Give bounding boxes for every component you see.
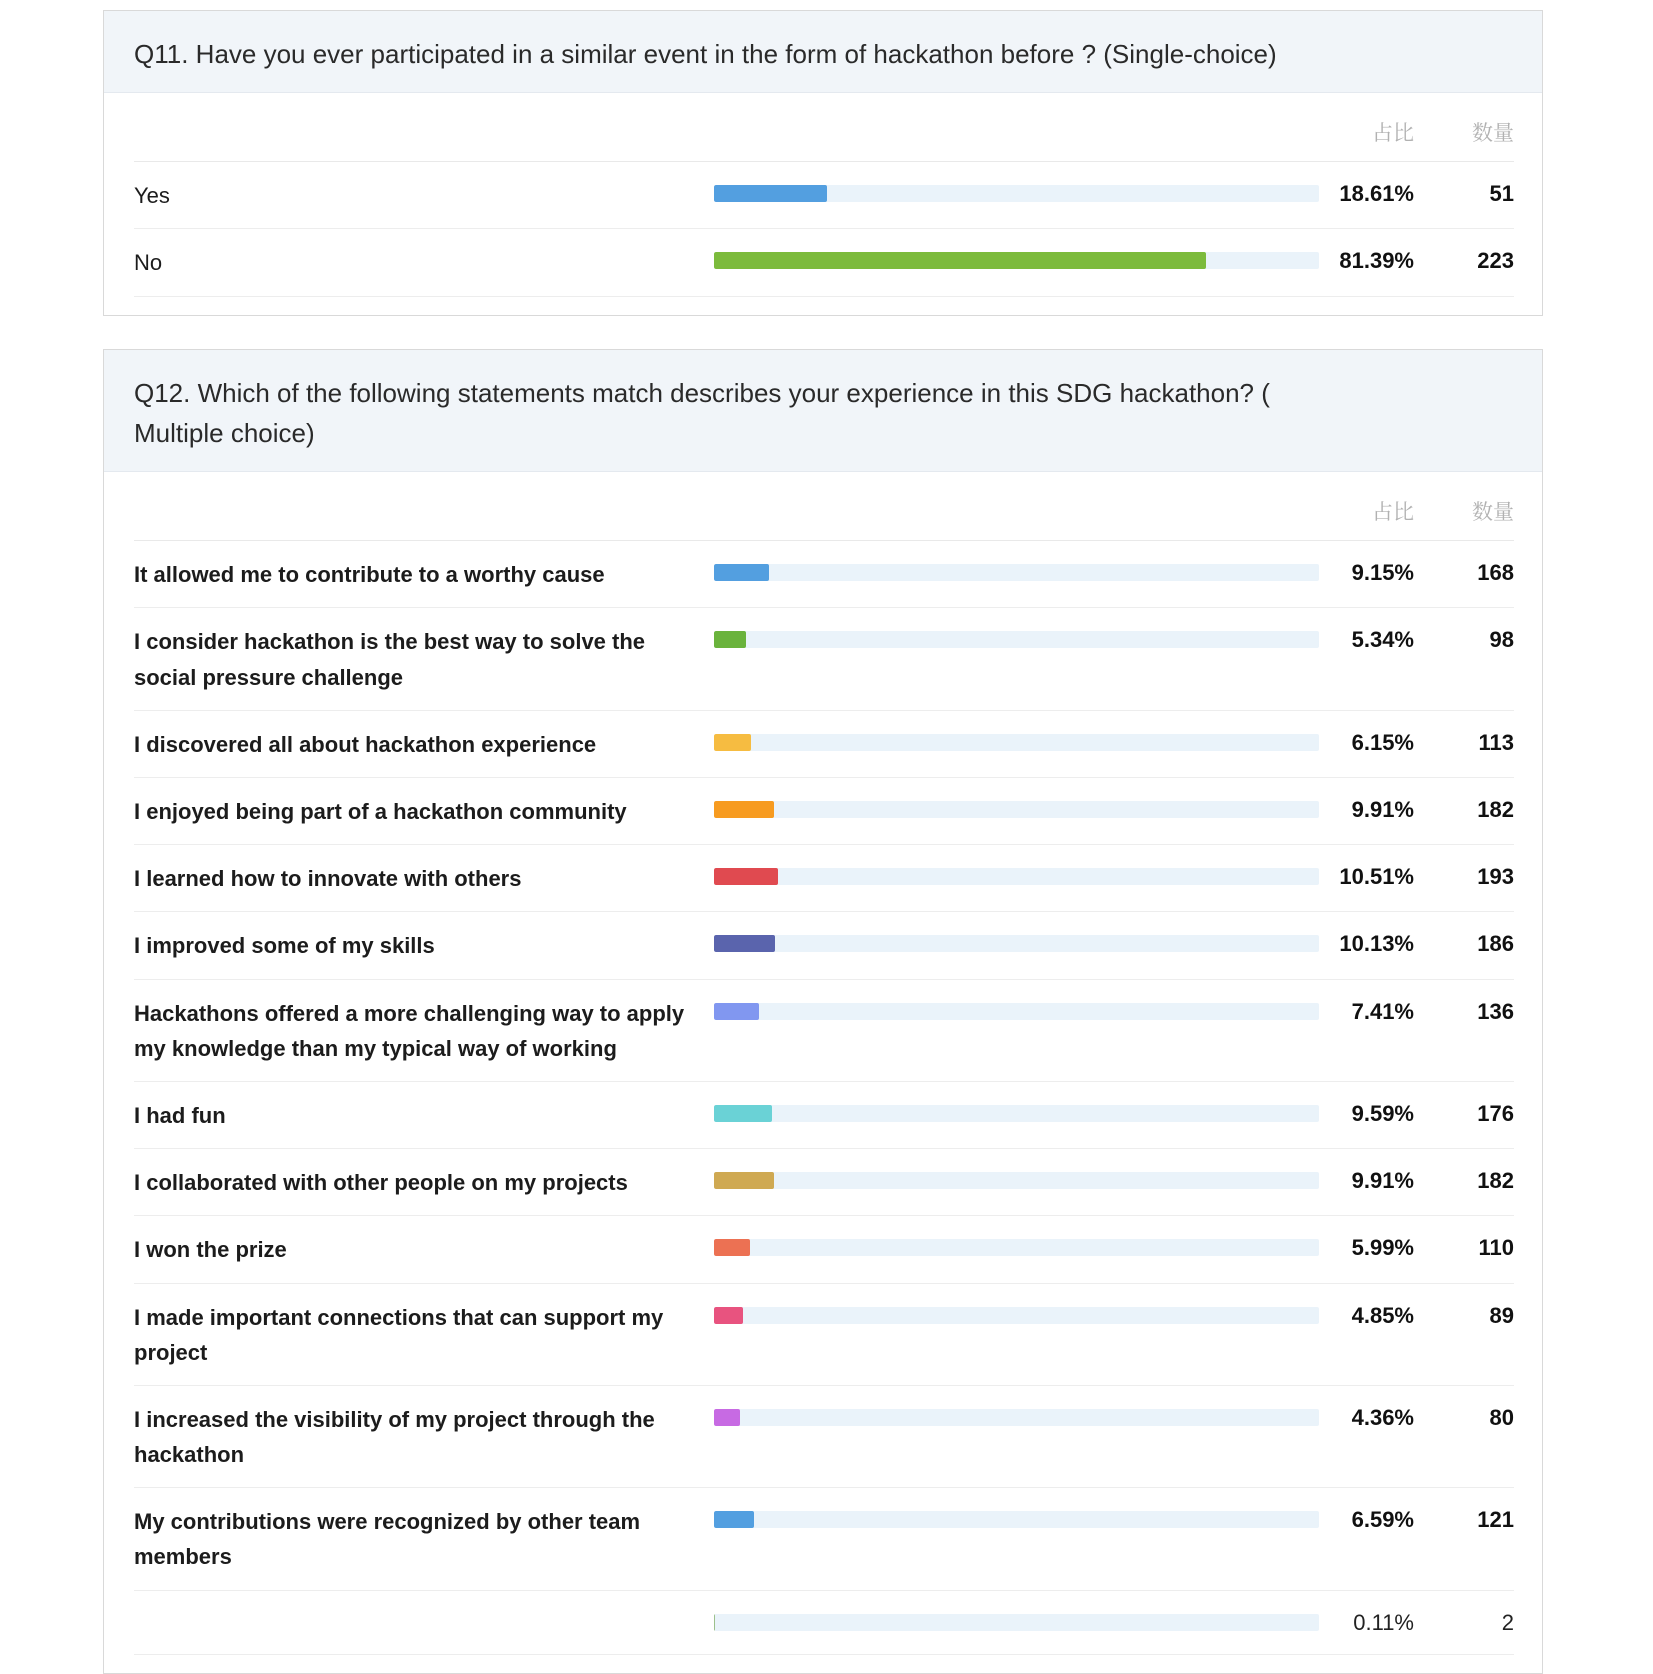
answer-option-label: I had fun — [134, 1102, 226, 1128]
columns-header — [134, 478, 1514, 541]
answer-count-value: 110 — [1478, 1235, 1514, 1261]
answer-percent-value: 5.34% — [1351, 627, 1414, 653]
answer-option-label: I increased the visibility of my project through the hackathon — [134, 1406, 655, 1468]
bar-fill — [714, 1307, 743, 1324]
answer-option-label: I made important connections that can support my project — [134, 1304, 664, 1365]
column-header-percent: 占比 — [1372, 501, 1414, 525]
answer-option-label: Hackathons offered a more challenging way to apply my knowledge than my typical way of working — [134, 1000, 685, 1061]
bar-track — [714, 1307, 1319, 1324]
question-title-text: Q12. Which of the following statements match describes your experience in this SDG hackathon? ( Multiple choice) — [134, 377, 1270, 448]
answer-count-value: 136 — [1477, 998, 1514, 1024]
bar-track — [714, 1239, 1319, 1256]
answer-row — [134, 541, 1514, 608]
survey-results-page — [0, 10, 1653, 1674]
bar-fill — [714, 1105, 772, 1122]
bar-fill — [714, 564, 769, 581]
bar-fill — [714, 1511, 754, 1528]
bar-track — [714, 935, 1319, 952]
answer-count-value: 2 — [1501, 1609, 1514, 1635]
bar-track — [714, 252, 1319, 269]
bar-fill — [714, 1003, 759, 1020]
answer-count-value: 182 — [1477, 797, 1514, 823]
bar-fill — [714, 801, 774, 818]
answer-count-value: 89 — [1489, 1302, 1514, 1328]
question-title-q11 — [104, 11, 1542, 93]
answer-option-label: Yes — [134, 183, 170, 209]
bar-fill — [714, 185, 827, 202]
bar-fill — [714, 252, 1206, 269]
answer-count-value: 121 — [1477, 1507, 1514, 1533]
answer-row — [134, 845, 1514, 912]
answer-row — [134, 229, 1514, 296]
answer-row — [134, 162, 1514, 229]
bar-track — [714, 185, 1319, 202]
question-title-q12 — [104, 350, 1542, 473]
bar-fill — [714, 1409, 740, 1426]
answer-count-value: 168 — [1477, 560, 1514, 586]
answer-percent-value: 9.91% — [1351, 1168, 1414, 1194]
answer-count-value: 113 — [1478, 729, 1514, 755]
answer-count-value: 193 — [1477, 864, 1514, 890]
answer-option-label: I learned how to innovate with others — [134, 866, 522, 892]
answer-row — [134, 1488, 1514, 1590]
answer-row — [134, 1082, 1514, 1149]
answer-rows — [134, 162, 1514, 296]
column-header-count: 数量 — [1472, 122, 1514, 146]
answer-percent-value: 6.59% — [1351, 1507, 1414, 1533]
column-header-percent: 占比 — [1372, 122, 1414, 146]
answer-row — [134, 912, 1514, 979]
answer-percent-value: 4.85% — [1351, 1302, 1414, 1328]
columns-header — [134, 99, 1514, 162]
answer-count-value: 182 — [1477, 1168, 1514, 1194]
bar-fill — [714, 868, 778, 885]
answer-option-label — [134, 1607, 714, 1629]
answer-percent-value: 10.13% — [1339, 931, 1414, 957]
bar-track — [714, 1105, 1319, 1122]
answer-count-value: 186 — [1477, 931, 1514, 957]
answer-option-label: I enjoyed being part of a hackathon community — [134, 799, 627, 825]
answer-option-label: No — [134, 250, 163, 276]
answer-percent-value: 6.15% — [1351, 729, 1414, 755]
bar-track — [714, 631, 1319, 648]
bar-track — [714, 868, 1319, 885]
answer-option-label: I collaborated with other people on my projects — [134, 1170, 628, 1196]
bar-track — [714, 1614, 1319, 1631]
answer-percent-value: 9.59% — [1351, 1100, 1414, 1126]
answer-option-label: I improved some of my skills — [134, 933, 435, 959]
question-title-text: Q11. Have you ever participated in a similar event in the form of hackathon before ? (Single-choice) — [134, 39, 1277, 69]
answer-percent-value: 10.51% — [1339, 864, 1414, 890]
bar-fill — [714, 1239, 750, 1256]
answer-row — [134, 1149, 1514, 1216]
answer-option-label: I won the prize — [134, 1237, 287, 1263]
answer-percent-value: 81.39% — [1339, 248, 1414, 274]
answer-row — [134, 1386, 1514, 1488]
answer-option-label: I consider hackathon is the best way to solve the social pressure challenge — [134, 629, 646, 690]
answer-percent-value: 0.11% — [1353, 1609, 1414, 1635]
bar-fill — [714, 734, 751, 751]
answer-row — [134, 1216, 1514, 1283]
answer-percent-value: 7.41% — [1351, 998, 1414, 1024]
answer-count-value: 176 — [1477, 1100, 1514, 1126]
answer-percent-value: 9.91% — [1351, 797, 1414, 823]
bar-fill — [714, 935, 775, 952]
bar-fill — [714, 631, 746, 648]
bar-fill — [714, 1614, 715, 1631]
answer-rows — [134, 541, 1514, 1654]
answer-count-value: 80 — [1489, 1404, 1514, 1430]
answer-count-value: 98 — [1489, 627, 1514, 653]
bar-track — [714, 1003, 1319, 1020]
answer-row — [134, 1284, 1514, 1386]
question-card-q11 — [103, 10, 1543, 316]
bar-track — [714, 1172, 1319, 1189]
question-card-q12 — [103, 349, 1543, 1674]
answer-option-label: My contributions were recognized by other team members — [134, 1509, 641, 1570]
answer-row — [134, 1591, 1514, 1655]
answer-percent-value: 18.61% — [1339, 181, 1414, 207]
answer-percent-value: 9.15% — [1351, 560, 1414, 586]
answer-percent-value: 5.99% — [1351, 1235, 1414, 1261]
column-header-count: 数量 — [1472, 501, 1514, 525]
bar-track — [714, 1409, 1319, 1426]
bar-track — [714, 564, 1319, 581]
answer-row — [134, 608, 1514, 710]
bar-track — [714, 1511, 1319, 1528]
answer-option-label: I discovered all about hackathon experience — [134, 731, 597, 757]
bar-fill — [714, 1172, 774, 1189]
answer-count-value: 223 — [1477, 248, 1514, 274]
answer-count-value: 51 — [1489, 181, 1514, 207]
answer-option-label: It allowed me to contribute to a worthy cause — [134, 562, 605, 588]
answer-row — [134, 980, 1514, 1082]
question-body — [104, 93, 1542, 314]
question-body — [104, 472, 1542, 1672]
bar-track — [714, 734, 1319, 751]
answer-percent-value: 4.36% — [1351, 1404, 1414, 1430]
answer-row — [134, 778, 1514, 845]
answer-row — [134, 711, 1514, 778]
bar-track — [714, 801, 1319, 818]
